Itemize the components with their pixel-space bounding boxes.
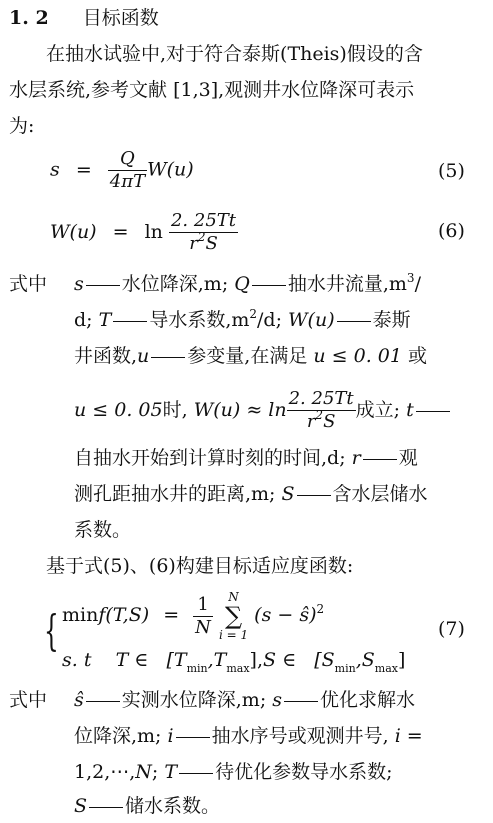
eq6-ln: ln: [144, 221, 163, 243]
para1-line3: 为:: [9, 115, 35, 137]
para2-line1: 基于式(5)、(6)构建目标适应度函数:: [46, 555, 354, 577]
where1-line2: d; T 导水系数$,m^2/d$; W(u) 泰斯: [74, 307, 411, 331]
dash: [86, 285, 120, 286]
where1-fraction: $\frac{2. 25Tt}{r^2S}$: [288, 388, 354, 432]
para1-line1: 在抽水试验中,对于符合泰斯(Theis)假设的含: [46, 43, 423, 65]
where1-line1: s 水位降深,m; Q 抽水井流量$,m^3/$: [74, 271, 421, 295]
eq7-brace: {: [44, 606, 59, 655]
dash: [252, 285, 286, 286]
para1-line2: 水层系统,参考文献 [1,3],观测井水位降深可表示: [9, 79, 415, 101]
section-title: 目标函数: [82, 7, 159, 29]
eq6-equals: =: [112, 221, 129, 243]
eq6-fraction: [169, 210, 238, 256]
eq5-equals: =: [75, 158, 92, 181]
where1-line5: 自抽水开始到计算时刻的时间,d; r 观: [74, 447, 418, 469]
eq5-numerator: Q: [108, 148, 147, 171]
eq6-number: (6): [438, 220, 465, 242]
where2-line4: S 储水系数。: [74, 795, 221, 817]
dash: [179, 773, 213, 774]
dash: [176, 737, 210, 738]
eq7-sum: N ∑ i = 1: [218, 590, 249, 642]
where1-line4: u ≤ 0. 05时, W(u) ≈ ln $\frac{2. 25Tt}{r^2S}$ 成立; t: [74, 388, 452, 434]
eq7-number: (7): [438, 618, 465, 640]
section-heading: [9, 6, 159, 30]
section-number: 1. 2: [9, 7, 49, 29]
where1-label: 式中: [9, 273, 48, 295]
eq5-fraction: [108, 148, 147, 193]
where2-line1: ŝ 实测水位降深,m; s 优化求解水: [74, 689, 416, 711]
eq6-lhs: W(u): [50, 221, 97, 243]
dash: [363, 459, 397, 460]
eq6-numerator: 2. 25Tt: [170, 210, 237, 231]
where2-line2: 位降深,m; i 抽水序号或观测井号, i =: [74, 725, 423, 747]
dash: [86, 701, 120, 702]
eq5-lhs: s: [50, 158, 60, 181]
dash: [113, 321, 147, 322]
where2-line3: 1,2,⋯,N; T 待优化参数导水系数;: [74, 761, 393, 783]
dash: [416, 411, 450, 412]
eq5-denominator: 4πT: [109, 171, 146, 192]
dash: [151, 357, 185, 358]
dash: [297, 495, 331, 496]
dash: [89, 807, 123, 808]
dash: [284, 701, 318, 702]
equation-5: [50, 148, 194, 193]
where1-line6: 测孔距抽水井的距离,m; S 含水层储水: [74, 483, 428, 505]
eq7-line2: s. t T ∈ $[T_{min},T_{max}],S$ ∈ $[S_{min},S_{max}]$: [62, 649, 406, 675]
eq6-denominator: $r^2S$: [189, 230, 218, 254]
eq7-line1: minf(T,S) = $\frac{1}{N}$ N ∑ i = 1 (s − ŝ)$^2$: [62, 590, 325, 642]
dash: [337, 321, 371, 322]
eq5-rhs: W(u): [147, 158, 194, 181]
equation-6: [50, 210, 238, 256]
where2-label: 式中: [9, 689, 48, 711]
where1-line7: 系数。: [74, 519, 132, 541]
eq5-number: (5): [438, 160, 465, 182]
where1-line3: 井函数,u 参变量,在满足 u ≤ 0. 01 或: [74, 345, 428, 367]
